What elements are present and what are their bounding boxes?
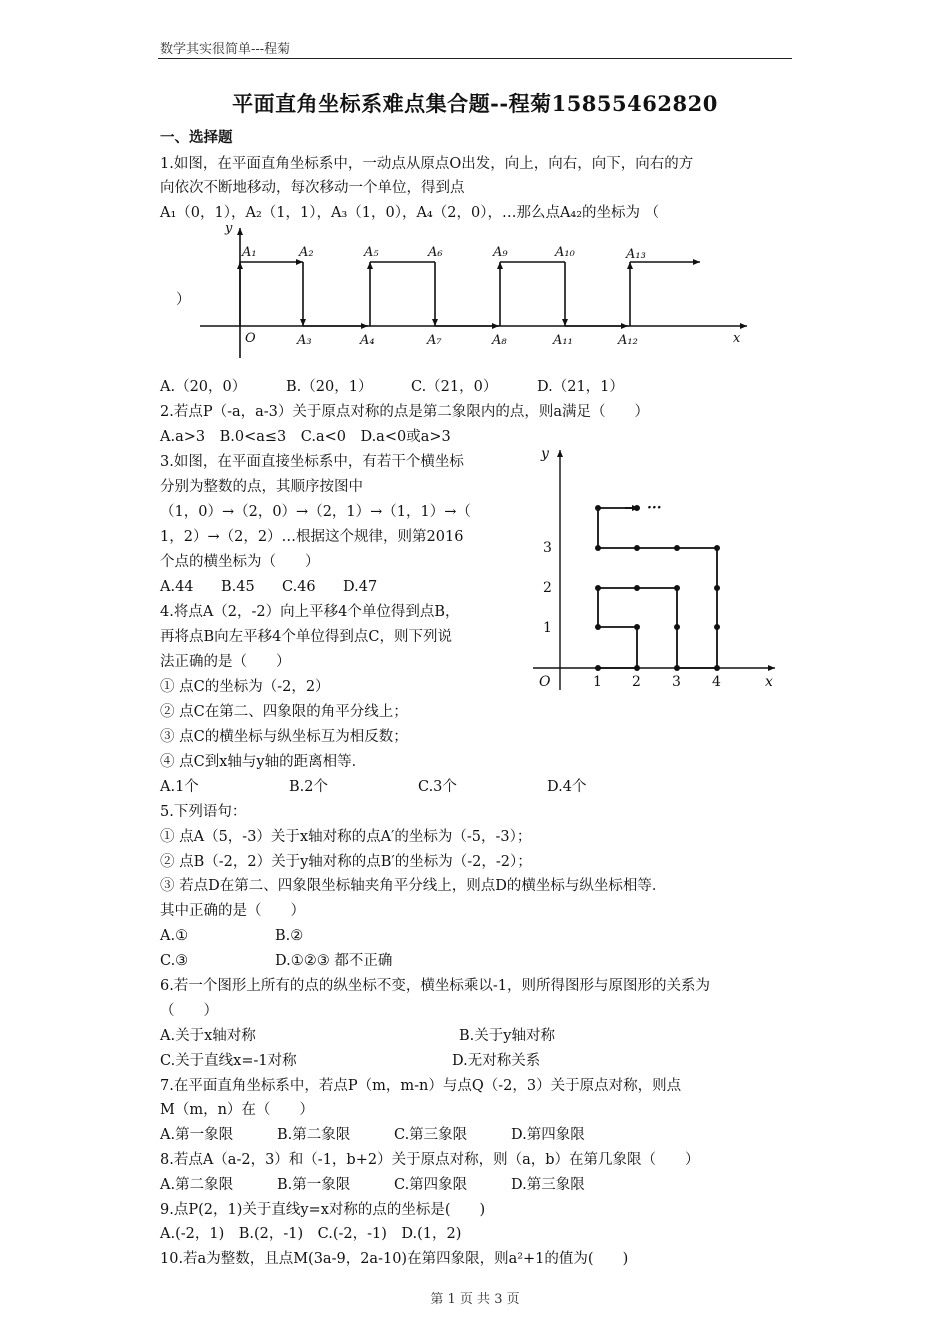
q1-x-label: x	[733, 331, 741, 346]
label-a2: A₂	[299, 245, 314, 260]
q3-line-4: 1，2）→（2，2）…根据这个规律，则第2016	[160, 529, 464, 545]
label-a8: A₈	[492, 333, 507, 348]
q4-option-b: B.2个	[289, 779, 328, 795]
q9-line-1: 9.点P(2，1)关于直线y=x对称的点的坐标是( )	[160, 1202, 486, 1218]
q8-option-c: C.第四象限	[394, 1177, 468, 1193]
q5-option-a: A.①	[160, 928, 189, 944]
q1-line-1: 1.如图，在平面直角坐标系中，一动点从原点O出发，向上，向右，向下，向右的方	[160, 156, 694, 172]
label-a5: A₅	[364, 245, 379, 260]
q7-option-b: B.第二象限	[277, 1127, 351, 1143]
q9-options: A.(-2，1) B.(2，-1) C.(-2，-1) D.(1，2)	[160, 1226, 462, 1242]
q3-line-5: 个点的横坐标为（ ）	[160, 554, 320, 570]
x-tick-1: 1	[593, 674, 602, 690]
page-footer: 第 1 页 共 3 页	[430, 1292, 520, 1307]
label-a9: A₉	[493, 245, 508, 260]
q4-option-c: C.3个	[418, 779, 457, 795]
q3-option-d: D.47	[343, 579, 378, 595]
q7-option-d: D.第四象限	[511, 1127, 585, 1143]
q5-statement-3: ③ 若点D在第二、四象限坐标轴夹角平分线上，则点D的横坐标与纵坐标相等．	[160, 878, 667, 894]
q3-y-label: y	[541, 446, 549, 462]
q6-line-1: 6.若一个图形上所有的点的纵坐标不变，横坐标乘以-1，则所得图形与原图形的关系为	[160, 978, 710, 994]
q1-origin-label: O	[245, 331, 256, 346]
q7-option-a: A.第一象限	[160, 1127, 234, 1143]
q1-option-a: A.（20，0）	[160, 379, 247, 395]
q8-line-1: 8.若点A（a-2，3）和（-1，b+2）关于原点对称，则（a，b）在第几象限（ ）	[160, 1152, 700, 1168]
q4-line-1: 4.将点A（2，-2）向上平移4个单位得到点B，	[160, 604, 460, 620]
q5-line-1: 5.下列语句：	[160, 804, 247, 820]
q3-spiral-figure	[525, 440, 785, 695]
q6-option-a: A.关于x轴对称	[160, 1028, 256, 1044]
q3-line-1: 3.如图，在平面直接坐标系中，有若干个横坐标	[160, 454, 464, 470]
q3-line-2: 分别为整数的点，其顺序按图中	[160, 479, 363, 495]
q1-option-c: C.（21，0）	[411, 379, 498, 395]
q4-statement-1: ① 点C的坐标为（-2，2）	[160, 679, 330, 695]
q3-origin-label: O	[539, 674, 551, 690]
q8-option-a: A.第二象限	[160, 1177, 234, 1193]
q1-line-4: ）	[176, 292, 191, 308]
q4-option-d: D.4个	[547, 779, 587, 795]
q3-option-a: A.44	[160, 579, 194, 595]
y-tick-1: 1	[543, 620, 552, 636]
page-title: 平面直角坐标系难点集合题--程菊15855462820	[232, 91, 718, 116]
q7-option-c: C.第三象限	[394, 1127, 468, 1143]
q6-option-c: C.关于直线x=-1对称	[160, 1053, 297, 1069]
q6-line-2: （ ）	[160, 1003, 218, 1019]
q3-ellipsis: ···	[647, 500, 662, 516]
q1-y-label: y	[225, 221, 233, 236]
q4-option-a: A.1个	[160, 779, 199, 795]
q4-statement-3: ③ 点C的横坐标与纵坐标互为相反数；	[160, 729, 408, 745]
q5-option-d: D.①②③ 都不正确	[275, 953, 393, 969]
q4-line-3: 法正确的是（ ）	[160, 654, 291, 670]
q1-option-d: D.（21，1）	[537, 379, 624, 395]
q3-line-3: （1，0）→（2，0）→（2，1）→（1，1）→（	[160, 504, 471, 520]
q1-option-b: B.（20，1）	[286, 379, 373, 395]
q1-line-2: 向依次不断地移动，每次移动一个单位，得到点	[160, 180, 465, 196]
q3-option-c: C.46	[282, 579, 316, 595]
label-a10: A₁₀	[555, 245, 575, 260]
page-header: 数学其实很简单---程菊	[160, 42, 291, 57]
label-a11: A₁₁	[553, 333, 573, 348]
section-heading: 一、选择题	[160, 129, 233, 146]
x-tick-2: 2	[632, 674, 641, 690]
label-a1: A₁	[242, 245, 257, 260]
y-tick-2: 2	[543, 580, 552, 596]
q2-line-1: 2.若点P（-a，a-3）关于原点对称的点是第二象限内的点，则a满足（ ）	[160, 404, 650, 420]
q3-option-b: B.45	[221, 579, 255, 595]
x-tick-4: 4	[712, 674, 721, 690]
q1-line-3: A₁（0，1），A₂（1，1），A₃（1，0），A₄（2，0），…那么点A₄₂的坐标为 （	[160, 205, 660, 221]
x-tick-3: 3	[672, 674, 681, 690]
q8-option-d: D.第三象限	[511, 1177, 585, 1193]
q6-option-d: D.无对称关系	[452, 1053, 541, 1069]
q4-statement-4: ④ 点C到x轴与y轴的距离相等．	[160, 754, 367, 770]
q2-options: A.a>3 B.0<a≤3 C.a<0 D.a<0或a>3	[160, 429, 451, 445]
q7-line-1: 7.在平面直角坐标系中，若点P（m，m-n）与点Q（-2，3）关于原点对称，则点	[160, 1078, 682, 1094]
y-tick-3: 3	[543, 540, 552, 556]
q5-option-b: B.②	[275, 928, 304, 944]
q6-option-b: B.关于y轴对称	[459, 1028, 555, 1044]
label-a3: A₃	[297, 333, 312, 348]
q8-option-b: B.第一象限	[277, 1177, 351, 1193]
q5-line-5: 其中正确的是（ ）	[160, 903, 305, 919]
q10-line-1: 10.若a为整数，且点M(3a-9，2a-10)在第四象限，则a²+1的值为( )	[160, 1251, 629, 1267]
label-a4: A₄	[360, 333, 375, 348]
label-a12: A₁₂	[618, 333, 638, 348]
header-rule	[158, 58, 792, 59]
q5-statement-2: ② 点B（-2，2）关于y轴对称的点B′的坐标为（-2，-2）；	[160, 854, 532, 870]
q1-path-figure	[195, 218, 755, 363]
q7-line-2: M（m，n）在（ ）	[160, 1102, 314, 1118]
q5-statement-1: ① 点A（5，-3）关于x轴对称的点A′的坐标为（-5，-3）；	[160, 829, 532, 845]
q3-x-label: x	[765, 674, 773, 690]
q5-option-c: C.③	[160, 953, 189, 969]
q4-line-2: 再将点B向左平移4个单位得到点C，则下列说	[160, 629, 452, 645]
q4-statement-2: ② 点C在第二、四象限的角平分线上；	[160, 704, 408, 720]
label-a6: A₆	[428, 245, 443, 260]
label-a13: A₁₃	[626, 247, 646, 262]
label-a7: A₇	[427, 333, 442, 348]
